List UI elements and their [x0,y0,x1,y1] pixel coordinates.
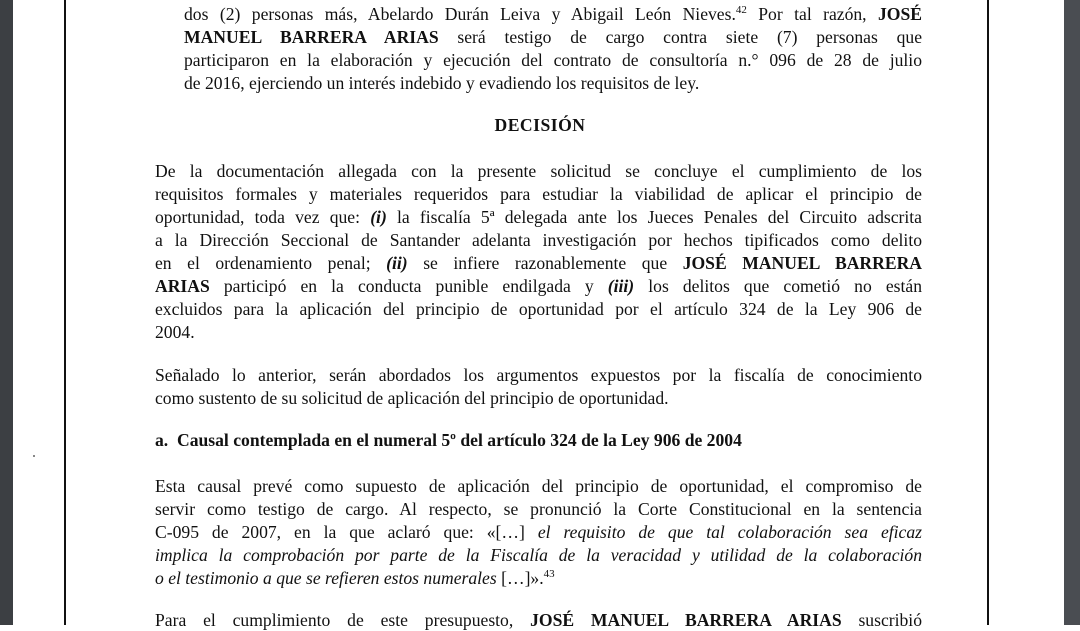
scan-speck [33,455,35,457]
text-line [155,498,922,520]
text-run: a la Dirección Seccional de Santander adelanta investigación por hechos tipificados como delito [155,230,922,250]
viewer-left-margin [0,0,13,625]
text-run: como sustento de su solicitud de aplicación del principio de oportunidad. [155,388,669,408]
text-run: oportunidad, toda vez que: [155,207,371,227]
text-run: dos (2) personas más, Abelardo Durán Leiva y Abigail León Nieves. [184,4,736,24]
page-border-right [987,0,989,625]
text-line [155,521,922,543]
text-run: suscribió [841,610,922,630]
text-line [155,160,922,182]
text-line [155,429,742,451]
text-line [155,387,669,409]
text-line [155,321,195,343]
text-run: Señalado lo anterior, serán abordados los argumentos expuestos por la fiscalía de conocimiento [155,365,922,385]
text-line [155,567,555,589]
text-run: de 2016, ejerciendo un interés indebido y evadiendo los requisitos de ley. [184,73,700,93]
text-line [184,26,922,48]
text-line [155,298,922,320]
text-line [155,229,922,251]
text-run: participaron en la elaboración y ejecución del contrato de consultoría n.° 096 de 28 de julio [184,50,922,70]
text-run: De la documentación allegada con la presente solicitud se concluye el cumplimiento de los [155,161,922,181]
bold-text: a. Causal contemplada en el numeral 5º del artículo 324 de la Ley 906 de 2004 [155,430,742,450]
text-line [155,206,922,228]
text-run: Para el cumplimiento de este presupuesto, [155,610,531,630]
footnote-ref: 43 [543,568,555,580]
bold-text: (ii) [386,253,408,273]
text-run: se infiere razonablemente que [407,253,683,273]
text-line [155,544,922,566]
bold-text: MANUEL BARRERA ARIAS [184,27,439,47]
text-line [155,183,922,205]
bold-text: JOSÉ MANUEL BARRERA ARIAS [530,610,842,630]
bold-text: JOSÉ MANUEL BARRERA [682,253,922,273]
text-run: requisitos formales y materiales requeridos para estudiar la viabilidad de aplicar el principio de [155,184,922,204]
footnote-ref: 42 [735,4,747,16]
viewer-scrollbar-area[interactable] [1064,0,1080,625]
italic-text: implica la comprobación por parte de la Fiscalía de la veracidad y utilidad de la colaboración [155,545,922,565]
text-run: será testigo de cargo contra siete (7) personas que [438,27,922,47]
text-run: C-095 de 2007, en la que aclaró que: «[…] [155,522,538,542]
text-run: los delitos que cometió no están [634,276,922,296]
text-run: en el ordenamiento penal; [155,253,387,273]
bold-text: (i) [370,207,387,227]
italic-text: o el testimonio a que se refieren estos numerales [155,568,497,588]
text-line [184,3,922,25]
page-border-left [64,0,66,625]
text-line [155,364,922,386]
text-run: servir como testigo de cargo. Al respecto, se pronunció la Corte Constitucional en la sentencia [155,499,922,519]
text-run: 2004. [155,322,195,342]
text-run: participó en la conducta punible endilgada y [209,276,608,296]
text-line [155,475,922,497]
section-heading-decision: DECISIÓN [494,115,586,135]
bold-text: JOSÉ [878,4,922,24]
bold-text: ARIAS [155,276,210,296]
text-run: Por tal razón, [746,4,878,24]
text-run: excluidos para la aplicación del principio de oportunidad por el artículo 324 de la Ley 906 de [155,299,922,319]
text-line [155,275,922,297]
text-line [184,49,922,71]
bold-text: (iii) [607,276,635,296]
text-line [184,72,699,94]
text-run: Esta causal prevé como supuesto de aplicación del principio de oportunidad, el compromiso de [155,476,922,496]
text-line [155,609,922,631]
text-line [155,252,922,274]
text-run: la fiscalía 5ª delegada ante los Jueces Penales del Circuito adscrita [386,207,922,227]
text-run: […]». [496,568,544,588]
italic-text: el requisito de que tal colaboración sea eficaz [537,522,922,542]
